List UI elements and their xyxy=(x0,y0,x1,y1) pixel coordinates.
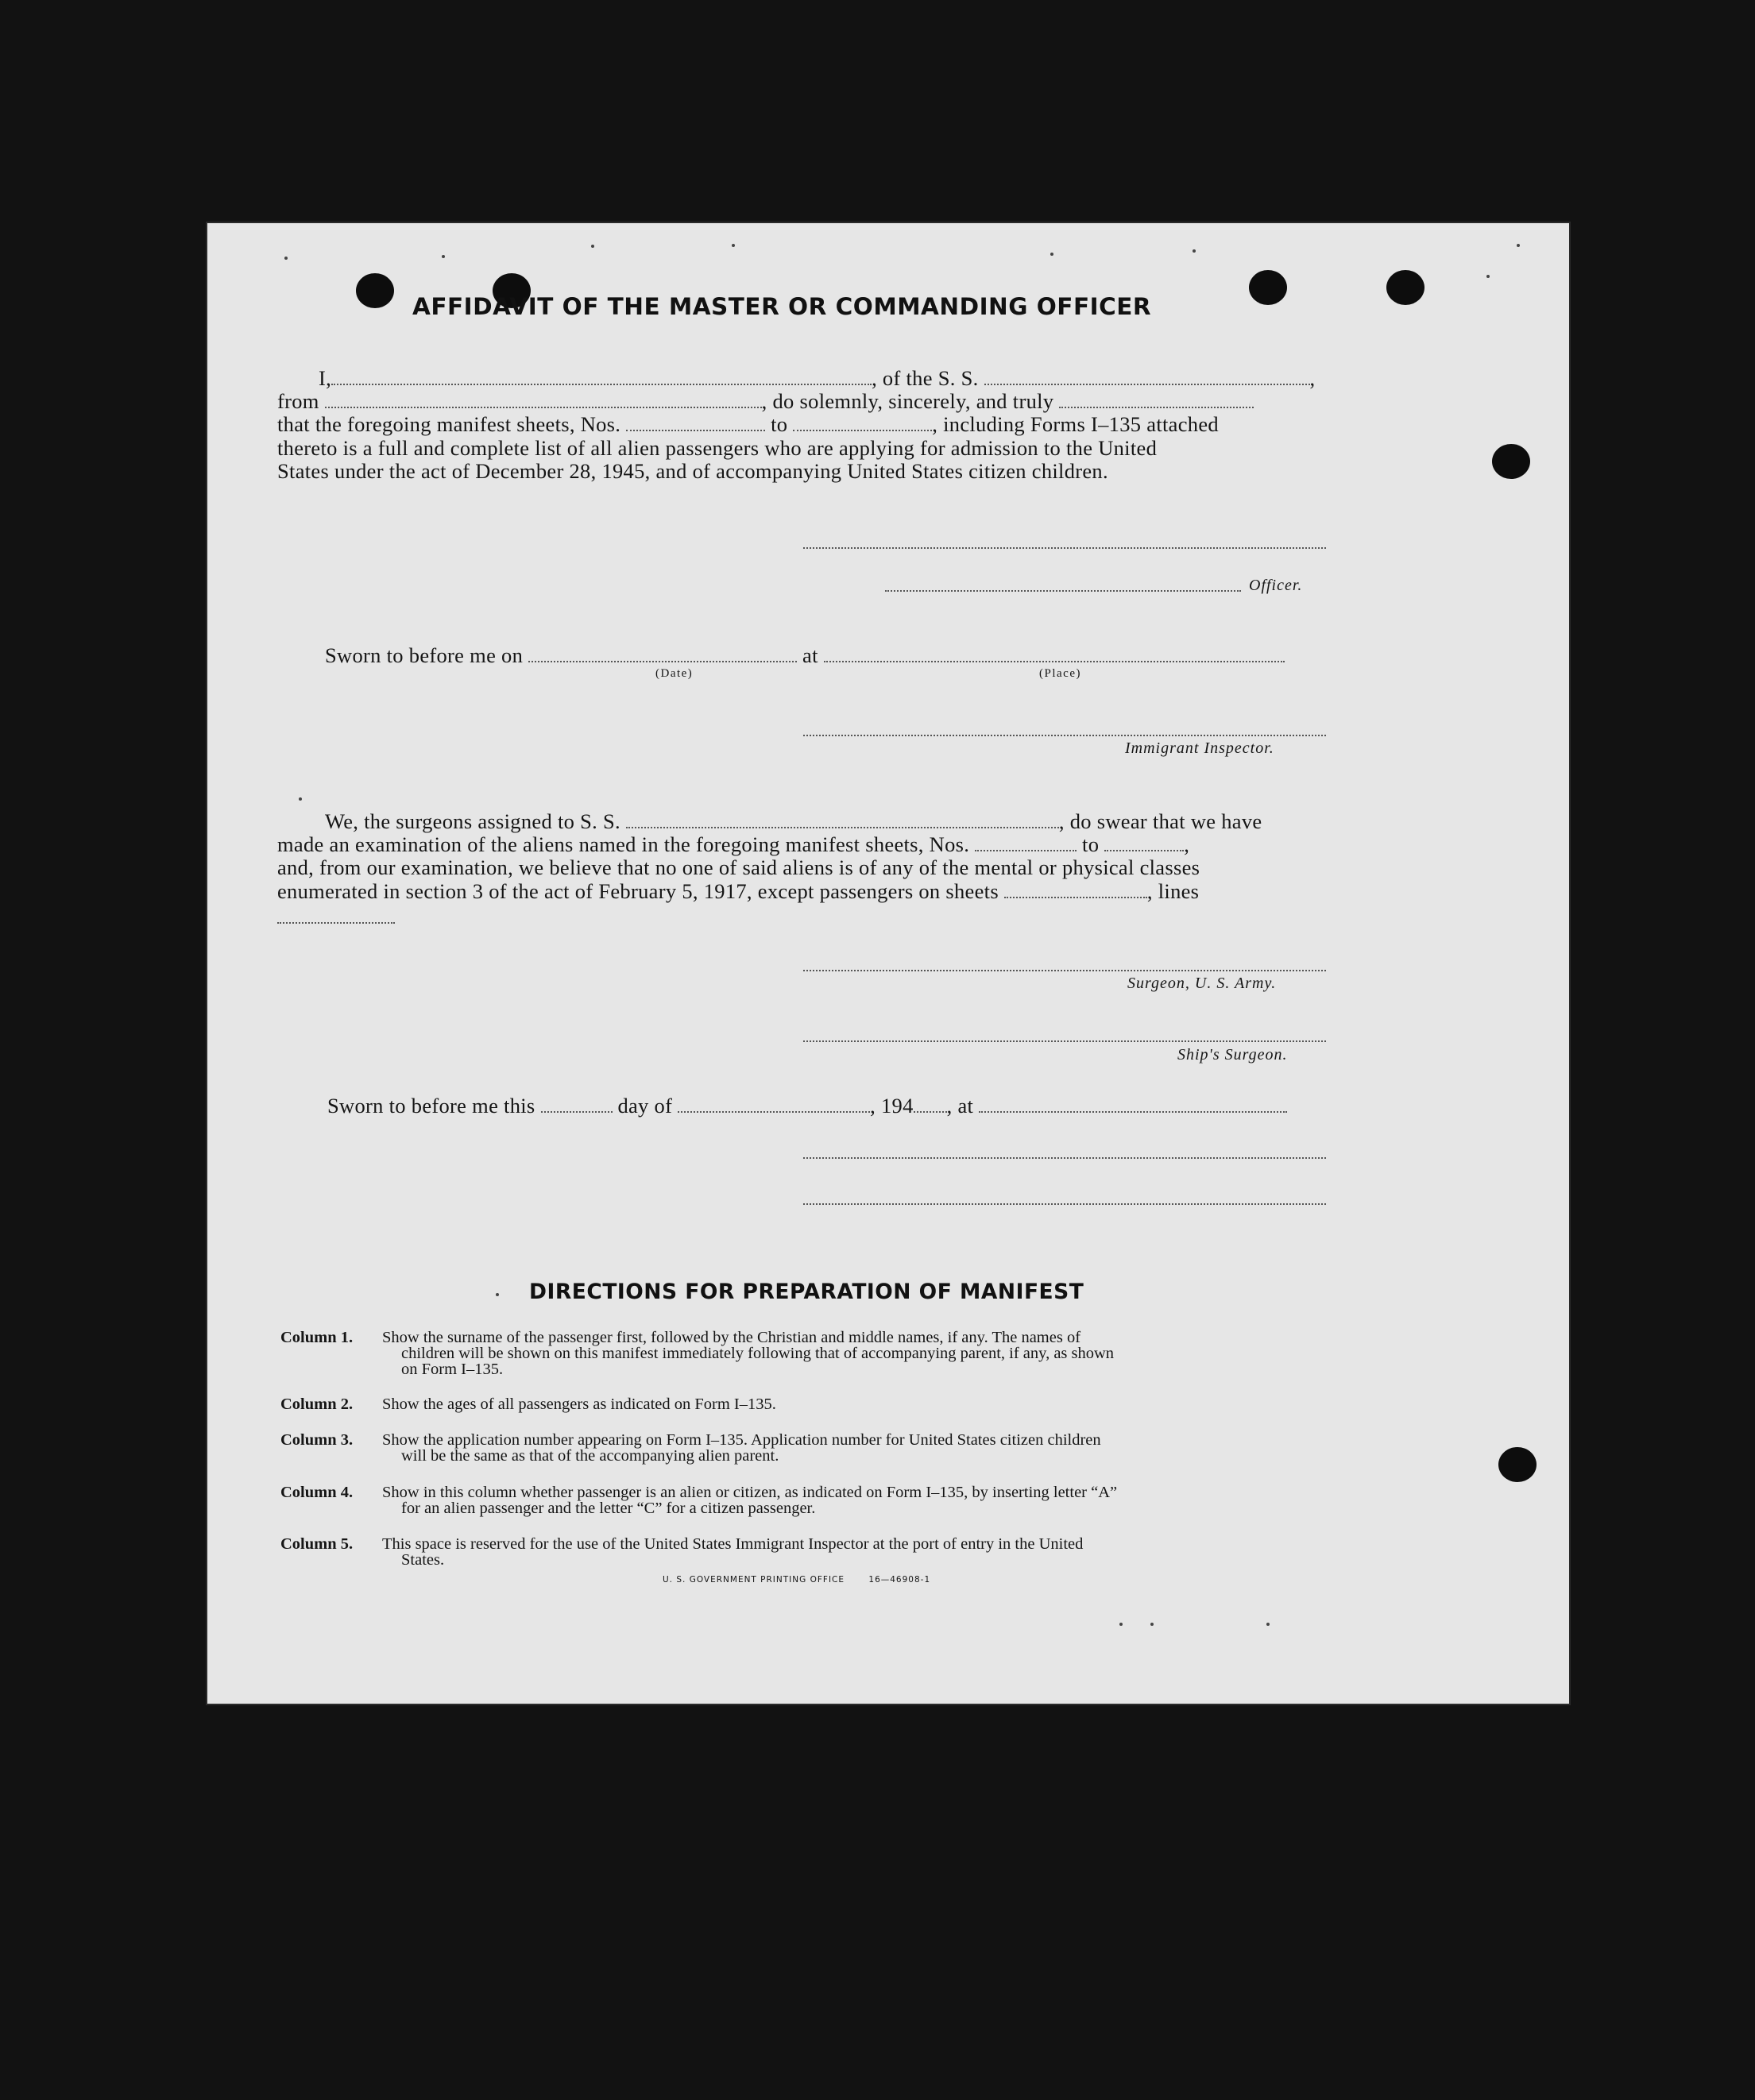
affidavit-line-2 xyxy=(277,389,1254,413)
sworn-place-field[interactable] xyxy=(824,647,1285,662)
speck xyxy=(1119,1623,1123,1626)
text: enumerated in section 3 of the act of February 5, 1917, except passengers on sheets xyxy=(277,879,999,903)
sworn-year-field[interactable] xyxy=(914,1097,947,1113)
text-line: This space is reserved for the use of the United States Immigrant Inspector at the port of entry in the United xyxy=(382,1535,1084,1553)
text: U. S. GOVERNMENT PRINTING OFFICE xyxy=(663,1575,845,1585)
text: , at xyxy=(946,1094,974,1118)
surgeons-line-1 xyxy=(325,809,1262,833)
army-surgeon-label: Surgeon, U. S. Army. xyxy=(1127,975,1277,992)
printing-office-footer xyxy=(663,1575,930,1585)
text: , lines xyxy=(1146,879,1200,903)
affidavit-line-4: thereto is a full and complete list of all alien passengers who are applying for admission to the United xyxy=(277,436,1158,460)
directions-title: DIRECTIONS FOR PREPARATION OF MANIFEST xyxy=(529,1280,1084,1304)
ship-surgeon-label: Ship's Surgeon. xyxy=(1177,1046,1288,1064)
sheets-from-field[interactable] xyxy=(626,415,765,431)
manifest-form-page xyxy=(207,223,1569,1704)
text-line: for an alien passenger and the letter “C” for a citizen passenger. xyxy=(401,1500,816,1517)
speck xyxy=(284,257,288,260)
sworn-day-field[interactable] xyxy=(541,1097,613,1113)
surgeons-line-4 xyxy=(277,879,1199,903)
text: , do solemnly, sincerely, and truly xyxy=(761,389,1054,413)
surgeons-line-3: and, from our examination, we believe that no one of said aliens is of any of the mental or physical classes xyxy=(277,855,1200,879)
speck xyxy=(591,245,594,248)
column-text xyxy=(382,1536,1536,1568)
ship-surgeon-signature-line[interactable] xyxy=(803,1040,1326,1042)
speck xyxy=(299,797,302,801)
column-text xyxy=(382,1432,1536,1464)
text: Sworn to before me this xyxy=(327,1094,535,1118)
sworn-title-line[interactable] xyxy=(803,1203,1326,1205)
surgeons-line-2 xyxy=(277,832,1189,856)
sworn-month-field[interactable] xyxy=(678,1097,870,1113)
text: at xyxy=(802,643,818,667)
departure-port-field[interactable] xyxy=(325,392,762,408)
text-line: Show the ages of all passengers as indicated on Form I–135. xyxy=(382,1395,776,1413)
affidavit-title: AFFIDAVIT OF THE MASTER OR COMMANDING OFFICER xyxy=(412,293,1152,320)
speck xyxy=(1150,1623,1154,1626)
sworn-line-2 xyxy=(327,1094,1287,1118)
column-label: Column 5. xyxy=(280,1535,354,1553)
punch-hole xyxy=(1249,270,1287,305)
affidavit-line-5: States under the act of December 28, 1945, and of accompanying United States citizen children. xyxy=(277,459,1108,483)
text-line: Show the surname of the passenger first, followed by the Christian and middle names, if any. The names of xyxy=(382,1329,1081,1346)
column-text xyxy=(382,1484,1536,1516)
sworn-line-1 xyxy=(325,643,1285,667)
text: I, xyxy=(319,366,332,390)
speck xyxy=(442,255,445,258)
text-line: States. xyxy=(401,1551,445,1569)
speck xyxy=(496,1293,499,1296)
text: , xyxy=(1184,832,1190,856)
inspector-label: Immigrant Inspector. xyxy=(1125,739,1274,757)
text: , including Forms I–135 attached xyxy=(932,412,1219,436)
text-line: will be the same as that of the accompanying alien parent. xyxy=(401,1447,779,1465)
master-signature-line[interactable] xyxy=(803,547,1326,549)
text-line: Show in this column whether passenger is an alien or citizen, as indicated on Form I–135, by inserting letter “A” xyxy=(382,1484,1118,1501)
text: We, the surgeons assigned to S. S. xyxy=(325,809,620,833)
except-lines-field[interactable] xyxy=(277,922,395,924)
army-surgeon-signature-line[interactable] xyxy=(803,970,1326,971)
text: 16—46908-1 xyxy=(868,1575,931,1585)
text: , do swear that we have xyxy=(1058,809,1262,833)
text: that the foregoing manifest sheets, Nos. xyxy=(277,412,621,436)
text-line: on Form I–135. xyxy=(401,1361,504,1378)
punch-hole xyxy=(1386,270,1424,305)
exam-sheets-from-field[interactable] xyxy=(975,836,1077,851)
except-sheets-field[interactable] xyxy=(1004,882,1147,898)
officer-label: Officer. xyxy=(1249,577,1303,594)
text: to xyxy=(771,412,788,436)
oath-field[interactable] xyxy=(1059,392,1254,408)
surgeons-ship-field[interactable] xyxy=(626,813,1059,828)
place-caption: (Place) xyxy=(1039,667,1081,680)
text: , of the S. S. xyxy=(872,366,979,390)
text: , 194 xyxy=(870,1094,914,1118)
ship-name-field[interactable] xyxy=(984,369,1310,385)
master-name-field[interactable] xyxy=(331,369,872,385)
officer-signature-line[interactable] xyxy=(885,590,1241,592)
column-label: Column 2. xyxy=(280,1395,354,1413)
speck xyxy=(732,244,735,247)
sheets-to-field[interactable] xyxy=(793,415,932,431)
column-label: Column 3. xyxy=(280,1431,354,1449)
column-label: Column 1. xyxy=(280,1329,354,1346)
speck xyxy=(1193,249,1196,253)
affidavit-line-3 xyxy=(277,412,1219,436)
date-caption: (Date) xyxy=(655,667,694,680)
sworn-date-field[interactable] xyxy=(528,647,797,662)
text: from xyxy=(277,389,319,413)
column-text xyxy=(382,1396,1536,1412)
speck xyxy=(1266,1623,1270,1626)
text: made an examination of the aliens named in the foregoing manifest sheets, Nos. xyxy=(277,832,970,856)
speck xyxy=(1517,244,1520,247)
column-label: Column 4. xyxy=(280,1484,354,1501)
text-line: Show the application number appearing on Form I–135. Application number for United States citizen children xyxy=(382,1431,1101,1449)
sworn-port-field[interactable] xyxy=(979,1097,1287,1113)
punch-hole xyxy=(356,273,394,308)
sworn-signature-line[interactable] xyxy=(803,1157,1326,1159)
text: day of xyxy=(617,1094,673,1118)
affidavit-line-1 xyxy=(319,366,1315,390)
inspector-signature-line[interactable] xyxy=(803,735,1326,736)
text-line: children will be shown on this manifest immediately following that of accompanying parent, if any, as shown xyxy=(401,1345,1115,1362)
column-text xyxy=(382,1330,1536,1377)
text: to xyxy=(1082,832,1100,856)
speck xyxy=(1486,275,1490,278)
text: Sworn to before me on xyxy=(325,643,524,667)
text: , xyxy=(1309,366,1316,390)
exam-sheets-to-field[interactable] xyxy=(1104,836,1184,851)
speck xyxy=(1050,253,1053,256)
punch-hole xyxy=(1492,444,1530,479)
